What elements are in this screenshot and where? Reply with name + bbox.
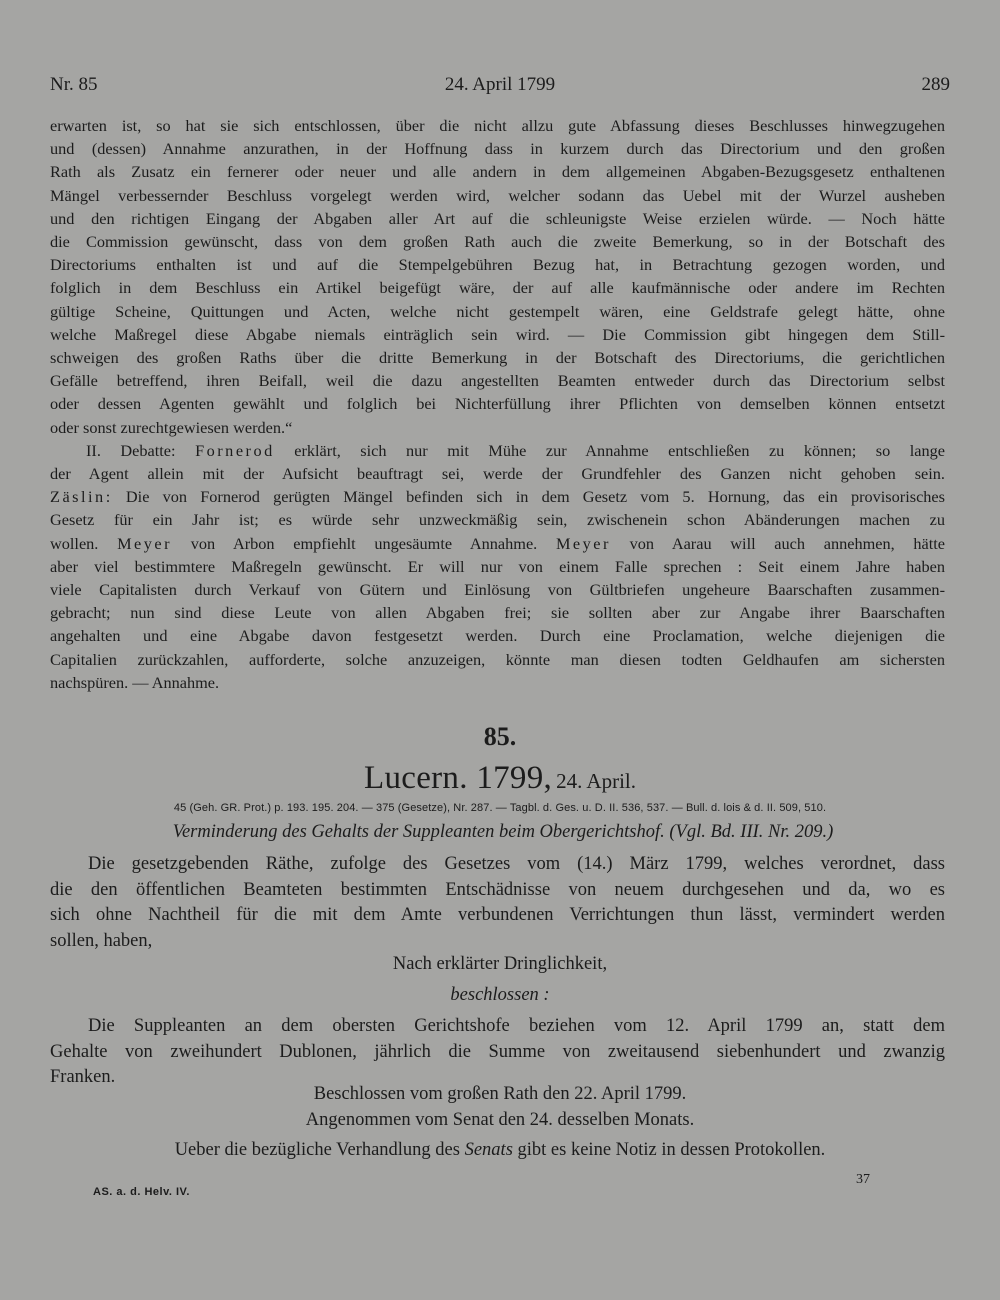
debate-line: [50, 439, 945, 462]
debate-line: Gesetz für ein Jahr ist; es würde sehr unzweckmäßig sein, zwischenein schon Abänderungen machen zu: [50, 510, 945, 530]
body-line: Directoriums enthalten ist und auf die Stempelgebühren Bezug hat, in Betrachtung gezogen worden, und: [50, 255, 945, 275]
header-page-number: 289: [921, 74, 950, 95]
body-line: die Commission gewünscht, dass von dem großen Rath auch die zweite Bemerkung, so in der Botschaft des: [50, 232, 945, 252]
body-line: erwarten ist, so hat sie sich entschlossen, über die nicht allzu gute Abfassung dieses Beschlusses hinwegzugehen: [50, 116, 945, 135]
debate-label: II. Debatte:: [86, 440, 196, 460]
body-line: und den richtigen Eingang der Abgaben aller Art auf die schleunigste Weise erzielen würde. — Noch hätte: [50, 208, 945, 228]
debate-line: gebracht; nun sind diese Leute von allen Abgaben frei; sie sollten aber zur Angabe ihrer Baarschaften: [50, 603, 945, 623]
debate-line: der Agent allein mit der Aufsicht beauftragt sei, werde der Grundfehler des Ganzen nicht gehoben sein.: [50, 464, 945, 484]
body-line: schweigen des großen Raths über die dritte Bemerkung in der Botschaft des Directoriums, die gerichtlichen: [50, 348, 945, 368]
note-senat: Senats: [464, 1140, 513, 1160]
closing-senate: Angenommen vom Senat den 24. desselben Monats.: [305, 1110, 695, 1130]
header-document-number: Nr. 85: [50, 74, 98, 95]
decree-line: sich ohne Nachtheil für die mit dem Amte verbundenen Verrichtungen thun lässt, vermindert werden: [50, 905, 945, 925]
header-date: 24. April 1799: [444, 74, 556, 95]
note-text: gibt es keine Notiz in dessen Protokollen.: [512, 1140, 826, 1160]
debate-text: wollen.: [50, 533, 118, 553]
decree-line: die den öffentlichen Beamteten bestimmten Entschädnisse von neuem durchgesehen und da, wo es: [50, 879, 945, 900]
debate-line: angehalten und eine Abgabe davon festgesetzt werden. Durch eine Proclamation, welche diejenigen die: [50, 626, 945, 646]
debate-line: Capitalien zurückzahlen, aufforderte, solche anzuzeigen, könnte man diesen todten Geldhaufen am sichersten: [50, 649, 945, 669]
speaker-name: Zäslin:: [50, 487, 113, 507]
source-references: 45 (Geh. GR. Prot.) p. 193. 195. 204. — 375 (Gesetze), Nr. 287. — Tagbl. d. Ges. u. D. II. 536, 537. — Bull. d. lois & d. II. 509, 510.: [173, 802, 827, 814]
decree-line: Franken.: [50, 1067, 116, 1087]
decree-line: Gehalte von zweihundert Dublonen, jährlich die Summe von zweitausend siebenhundert und zwanzig: [50, 1041, 945, 1062]
body-line: gültige Scheine, Quittungen und Acten, welche nicht gestempelt wären, eine Geldstrafe gelegt hätte, ohne: [50, 301, 945, 321]
page-header: [50, 74, 950, 98]
urgency-line: Nach erklärter Dringlichkeit,: [392, 954, 608, 974]
note-text: Ueber die bezügliche Verhandlung des: [174, 1140, 465, 1160]
section-subtitle: Verminderung des Gehalts der Suppleanten beim Obergerichtshof. (Vgl. Bd. III. Nr. 209.): [172, 822, 834, 842]
decree-line: Die Suppleanten an dem obersten Gerichtshofe beziehen vom 12. April 1799 an, statt dem: [88, 1016, 945, 1036]
resolved-line: beschlossen :: [450, 985, 550, 1005]
debate-line: nachspüren. — Annahme.: [50, 672, 220, 692]
debate-line: aber viel bestimmtere Maßregeln gewünscht. Er will nur von einem Falle sprechen : Seit einem Jahre haben: [50, 556, 945, 576]
section-title: [0, 760, 1000, 797]
debate-text: von Arbon empfiehlt ungesäumte Annahme.: [172, 533, 556, 553]
body-text: [50, 114, 945, 694]
debate-text: von Aarau will auch annehmen, hätte: [610, 533, 946, 553]
body-line: oder sonst zurechtgewiesen werden.“: [50, 417, 293, 437]
body-line: welche Maßregel diese Abgabe niemals einträglich sein wird. — Die Commission gibt hingegen dem Still-: [50, 324, 945, 344]
body-line: folglich in dem Beschluss ein Artikel beigefügt wäre, der auf alle kaufmännische oder andere im Rechten: [50, 278, 945, 298]
body-line: Gefälle betreffend, ihren Beifall, weil die dazu angestellten Beamten entweder durch das Directorium selbst: [50, 371, 945, 391]
body-line: Rath als Zusatz ein fernerer oder neuer und alle andern in dem allgemeinen Abgaben-Bezugsgesetz enthaltenen: [50, 162, 945, 182]
closing-council: Beschlossen vom großen Rath den 22. April 1799.: [313, 1084, 687, 1104]
body-line: und (dessen) Annahme anzurathen, in der Hoffnung dass in kurzem durch das Directorium und den großen: [50, 139, 945, 159]
speaker-name: Fornerod: [195, 440, 275, 460]
decree-line: Die gesetzgebenden Räthe, zufolge des Gesetzes vom (14.) März 1799, welches verordnet, dass: [88, 854, 945, 874]
decree-resolution: [50, 1014, 945, 1091]
body-line: Mängel verbessernder Beschluss vorgelegt werden wird, welcher sodann das Uebel mit der Wurzel ausheben: [50, 185, 945, 205]
speaker-name: Meyer: [555, 533, 611, 553]
debate-line: [50, 532, 945, 555]
footer-source: AS. a. d. Helv. IV.: [93, 1186, 190, 1198]
senate-note: [0, 1140, 1000, 1161]
section-number: 85.: [483, 722, 517, 751]
section-date: 24. April.: [556, 769, 636, 793]
speaker-name: Meyer: [117, 533, 173, 553]
debate-line: [50, 485, 945, 508]
decree-line: sollen, haben,: [50, 930, 153, 951]
footer-sheet-number: 37: [856, 1172, 870, 1187]
debate-text: erklärt, sich nur mit Mühe zur Annahme entschließen zu können; so lange: [274, 440, 946, 460]
debate-text: Die von Fornerod gerügten Mängel befinden sich in dem Gesetz vom 5. Hornung, das ein provisorisches: [112, 487, 945, 507]
section-place-year: Lucern. 1799,: [363, 760, 553, 796]
debate-line: viele Capitalisten durch Verkauf von Gütern und Einlösung von Gültbriefen ungeheure Baarschaften zusammen-: [50, 580, 945, 600]
decree-preamble: [50, 852, 945, 954]
body-line: oder dessen Agenten gewählt und folglich bei Nichterfüllung ihrer Pflichten von demselben können entsetzt: [50, 394, 945, 414]
